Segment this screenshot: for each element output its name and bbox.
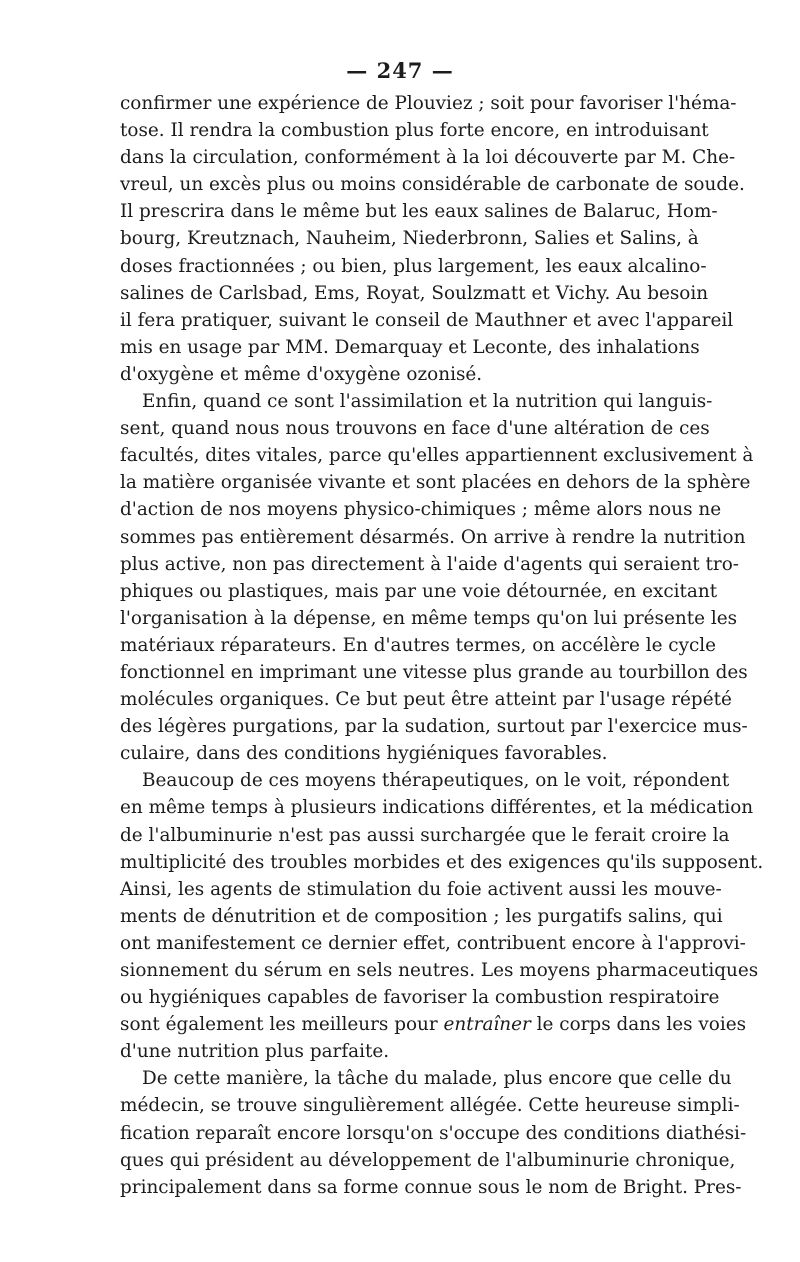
text-line: sionnement du sérum en sels neutres. Les moyens pharmaceutiques [120,960,759,981]
text-line: la matière organisée vivante et sont placées en dehors de la sphère [120,472,751,494]
text-line: multiplicité des troubles morbides et des exigences qu'ils supposent. [120,851,764,873]
text-line: dans la circulation, conformément à la loi découverte par M. Che- [120,147,736,169]
text-line: l'organisation à la dépense, en même temps qu'on lui présente les [120,607,738,629]
text-line: sent, quand nous nous trouvons en face d'une altération de ces [120,418,710,440]
emphasized-word: entraîner [443,1014,531,1036]
paragraph-end-line: d'une nutrition plus parfaite. [120,1041,390,1063]
text-line: ont manifestement ce dernier effet, contribuent encore à l'approvi- [120,932,746,954]
text-line: fonctionnel en imprimant une vitesse plus grande au tourbillon des [120,661,748,683]
text-line: bourg, Kreutznach, Nauheim, Niederbronn, Salies et Salins, à [120,228,699,250]
text-line: ou hygiéniques capables de favoriser la combustion respiratoire [120,987,720,1009]
paragraph-start-line: De cette manière, la tâche du malade, plus encore que celle du [142,1068,732,1090]
text-line: sommes pas entièrement désarmés. On arrive à rendre la nutrition [120,526,746,548]
text-line-with-emphasis [120,1011,747,1038]
text-line: molécules organiques. Ce but peut être atteint par l'usage répété [120,689,732,711]
line-text-after: le corps dans les voies [530,1014,747,1036]
paragraph-end-line: culaire, dans des conditions hygiéniques favorables. [120,743,608,765]
text-line: en même temps à plusieurs indications différentes, et la médication [120,797,754,819]
text-line: d'action de nos moyens physico-chimiques ; même alors nous ne [120,499,722,521]
paragraph-start-line: Beaucoup de ces moyens thérapeutiques, on le voit, répondent [142,770,730,792]
text-line: doses fractionnées ; ou bien, plus largement, les eaux alcalino- [120,255,707,277]
text-line: de l'albuminurie n'est pas aussi surchargée que le ferait croire la [120,824,730,846]
text-line: salines de Carlsbad, Ems, Royat, Soulzmatt et Vichy. Au besoin [120,282,709,304]
text-line: phiques ou plastiques, mais par une voie détournée, en excitant [120,580,718,602]
page-number: — 247 — [346,58,454,83]
text-line: fication reparaît encore lorsqu'on s'occupe des conditions diathési- [120,1122,747,1144]
text-line: principalement dans sa forme connue sous le nom de Bright. Pres- [120,1176,742,1198]
text-line: il fera pratiquer, suivant le conseil de Mauthner et avec l'appareil [120,309,734,331]
text-line: confirmer une expérience de Plouviez ; soit pour favoriser l'héma- [120,93,737,114]
line-text-before: sont également les meilleurs pour [120,1014,444,1036]
text-line: plus active, non pas directement à l'aide d'agents qui seraient tro- [120,553,740,575]
text-line: Ainsi, les agents de stimulation du foie activent aussi les mouve- [120,878,722,900]
text-line: ques qui président au développement de l'albuminurie chronique, [120,1149,736,1171]
paragraph-start-line: Enfin, quand ce sont l'assimilation et la nutrition qui languis- [142,391,713,413]
paragraph-end-line: d'oxygène et même d'oxygène ozonisé. [120,363,483,385]
text-line: médecin, se trouve singulièrement allégée. Cette heureuse simpli- [120,1095,740,1117]
text-line: Il prescrira dans le même but les eaux salines de Balaruc, Hom- [120,201,718,223]
text-line: tose. Il rendra la combustion plus forte encore, en introduisant [120,120,709,142]
text-line: ments de dénutrition et de composition ; les purgatifs salins, qui [120,905,723,927]
text-line: facultés, dites vitales, parce qu'elles appartiennent exclusivement à [120,445,754,467]
text-line: des légères purgations, par la sudation, surtout par l'exercice mus- [120,716,748,738]
text-line: vreul, un excès plus ou moins considérable de carbonate de soude. [120,174,745,196]
text-line: matériaux réparateurs. En d'autres termes, on accélère le cycle [120,634,717,656]
body-text [120,90,764,1201]
text-line: mis en usage par MM. Demarquay et Leconte, des inhalations [120,336,700,358]
